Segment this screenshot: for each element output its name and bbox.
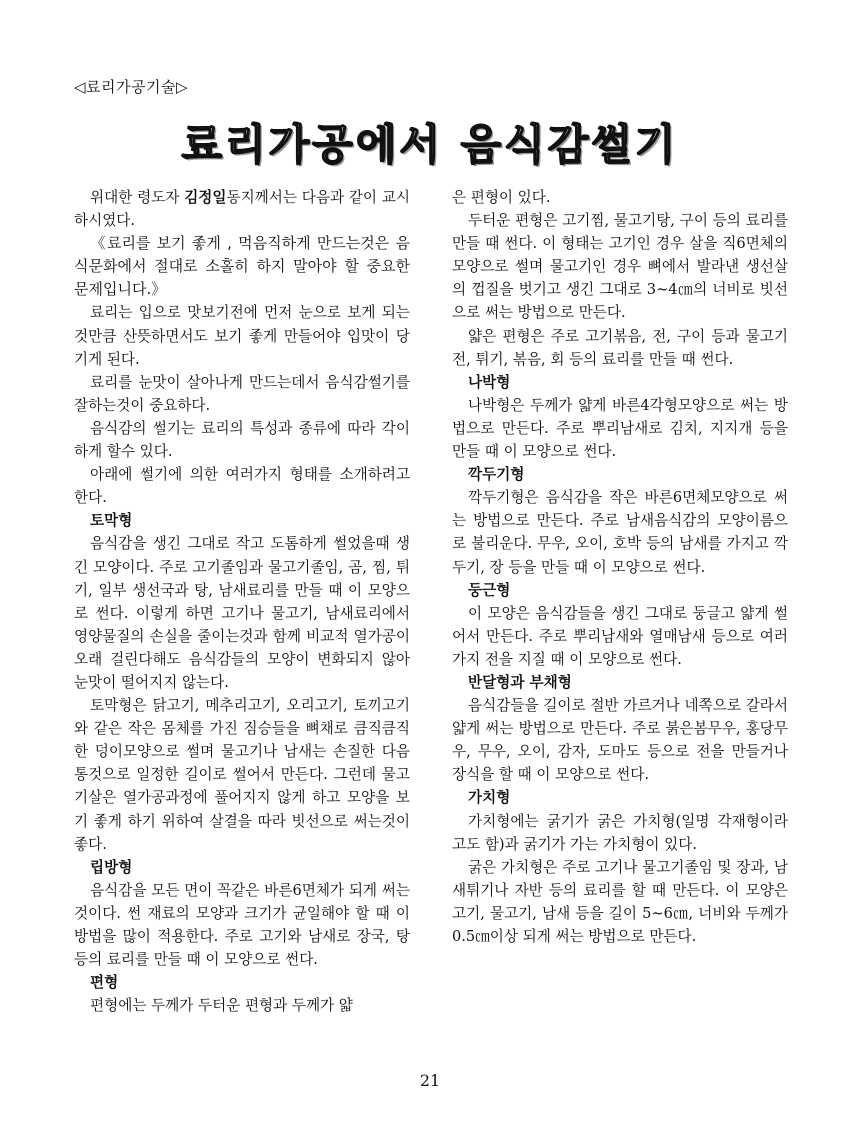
paragraph: 토막형은 닭고기, 메추리고기, 오리고기, 토끼고기와 같은 작은 몸체를 가진 짐승들을 뼈채로 큼직큼직한 덩이모양으로 썰며 물고기나 남새는 손질한 다음 통것으로 일정한 길이로 썰어서 만든다. 그런데 물고기살은 열가공과정에 풀어지지 않게 하고 모양을 보기 좋게 하기 위하여 살결을 따라 빗선으로 써는것이 좋다. (74, 697, 410, 853)
section-heading-nabak: 나박형 (468, 373, 511, 391)
leader-name: 김정일 (184, 189, 227, 206)
paragraph: 음식감의 썰기는 료리의 특성과 종류에 따라 각이하게 할수 있다. (74, 419, 410, 461)
paragraph: 얇은 편형은 주로 고기볶음, 전, 구이 등과 물고기전, 튀기, 볶음, 회 등의 료리를 만들 때 썬다. (452, 327, 788, 368)
paragraph: 아래에 썰기에 의한 여러가지 형태를 소개하려고 한다. (74, 466, 410, 507)
paragraph: 음식감을 생긴 그대로 작고 도톰하게 썰었을때 생긴 모양이다. 주로 고기졸임과 물고기졸임, 곰, 찜, 튀기, 일부 생선국과 탕, 남새료리를 만들 때 이 모양으로 썬다. 이렇게 하면 고기나 물고기, 남새료리에서 영양물질의 손실을 줄이는것과 함께 비교적 열가공이 오래 걸린다해도 음식감들의 모양이 변화되지 않아 눈맛이 떨어지지 않는다. (74, 535, 410, 691)
paragraph: 음식감들을 길이로 절반 가르거나 네쪽으로 갈라서 얇게 써는 방법으로 만든다. 주로 붉은봄무우, 홍당무우, 무우, 오이, 감자, 도마도 등으로 전을 만들거나 장식을 할 때 이 모양으로 썬다. (452, 697, 788, 784)
paragraph: 편형에는 두께가 두터운 편형과 두께가 얇 (90, 997, 353, 1015)
section-heading-dunggeun: 둥근형 (468, 581, 511, 599)
page-title: 료리가공에서 음식감썰기 (181, 120, 679, 169)
section-tag: ◁료리가공기술▷ (74, 78, 189, 96)
paragraph: 나박형은 두께가 얇게 바른4각형모양으로 써는 방법으로 만든다. 주로 뿌리남새로 김치, 지지개 등을 만들 때 이 모양으로 썬다. (452, 396, 788, 461)
section-heading-gachi: 가치형 (468, 789, 511, 807)
section-heading-ripbang: 립방형 (90, 858, 133, 876)
paragraph: 굵은 가치형은 주로 고기나 물고기졸임 및 장과, 남새튀기나 자반 등의 료리를 할 때 만든다. 이 모양은 고기, 물고기, 남새 등을 길이 5~6㎝, 너비와 두께가 0.5㎝이상 되게 써는 방법으로 만든다. (452, 858, 788, 945)
intro-paragraph: 위대한 령도자 김정일동지께서는 다음과 같이 교시하시였다. (74, 189, 410, 230)
paragraph: 이 모양은 음식감들을 생긴 그대로 둥글고 얇게 썰어서 만든다. 주로 뿌리남새와 열매남새 등으로 여러가지 전을 지질 때 이 모양으로 썬다. (452, 604, 788, 668)
paragraph: 음식감을 모든 면이 꼭같은 바른6면체가 되게 써는것이다. 썬 재료의 모양과 크기가 균일해야 할 때 이 방법을 많이 적용한다. 주로 고기와 남새로 장국, 탕 등의 료리를 만들 때 이 모양으로 썬다. (74, 881, 410, 969)
section-heading-kkakdugi: 깍두기형 (468, 466, 525, 484)
right-column (452, 186, 788, 948)
paragraph-continued: 은 편형이 있다. (452, 189, 551, 206)
section-heading-bandal: 반달형과 부채형 (468, 673, 572, 691)
paragraph: 료리를 눈맛이 살아나게 만드는데서 음식감썰기를 잘하는것이 중요하다. (74, 373, 410, 414)
left-column (74, 186, 410, 1017)
paragraph: 가치형에는 굵기가 굵은 가치형(일명 각재형이라고도 함)과 굵기가 가는 가치형이 있다. (452, 812, 788, 853)
section-heading-pyeon: 편형 (90, 974, 119, 992)
paragraph: 료리는 입으로 맛보기전에 먼저 눈으로 보게 되는것만큼 산뜻하면서도 보기 좋게 만들어야 입맛이 당기게 된다. (74, 304, 410, 368)
quote-paragraph: 《료리를 보기 좋게 , 먹음직하게 만드는것은 음식문화에서 절대로 소홀히 하지 말아야 할 중요한 문제입니다.》 (74, 234, 410, 299)
page-number: 21 (419, 1071, 441, 1090)
paragraph: 깍두기형은 음식감을 작은 바른6면체모양으로 써는 방법으로 만든다. 주로 남새음식감의 모양이름으로 불리운다. 무우, 오이, 호박 등의 남새를 가지고 깍두기, 장 등을 만들 때 이 모양으로 썬다. (452, 489, 788, 576)
paragraph: 두터운 편형은 고기찜, 물고기탕, 구이 등의 료리를 만들 때 썬다. 이 형태는 고기인 경우 살을 직6면체의 모양으로 썰며 물고기인 경우 뼈에서 발라낸 생선살의 껍질을 벗기고 생긴 그대로 3~4㎝의 너비로 빗선으로 써는 방법으로 만든다. (452, 212, 788, 322)
section-heading-tomak: 토막형 (90, 512, 133, 530)
